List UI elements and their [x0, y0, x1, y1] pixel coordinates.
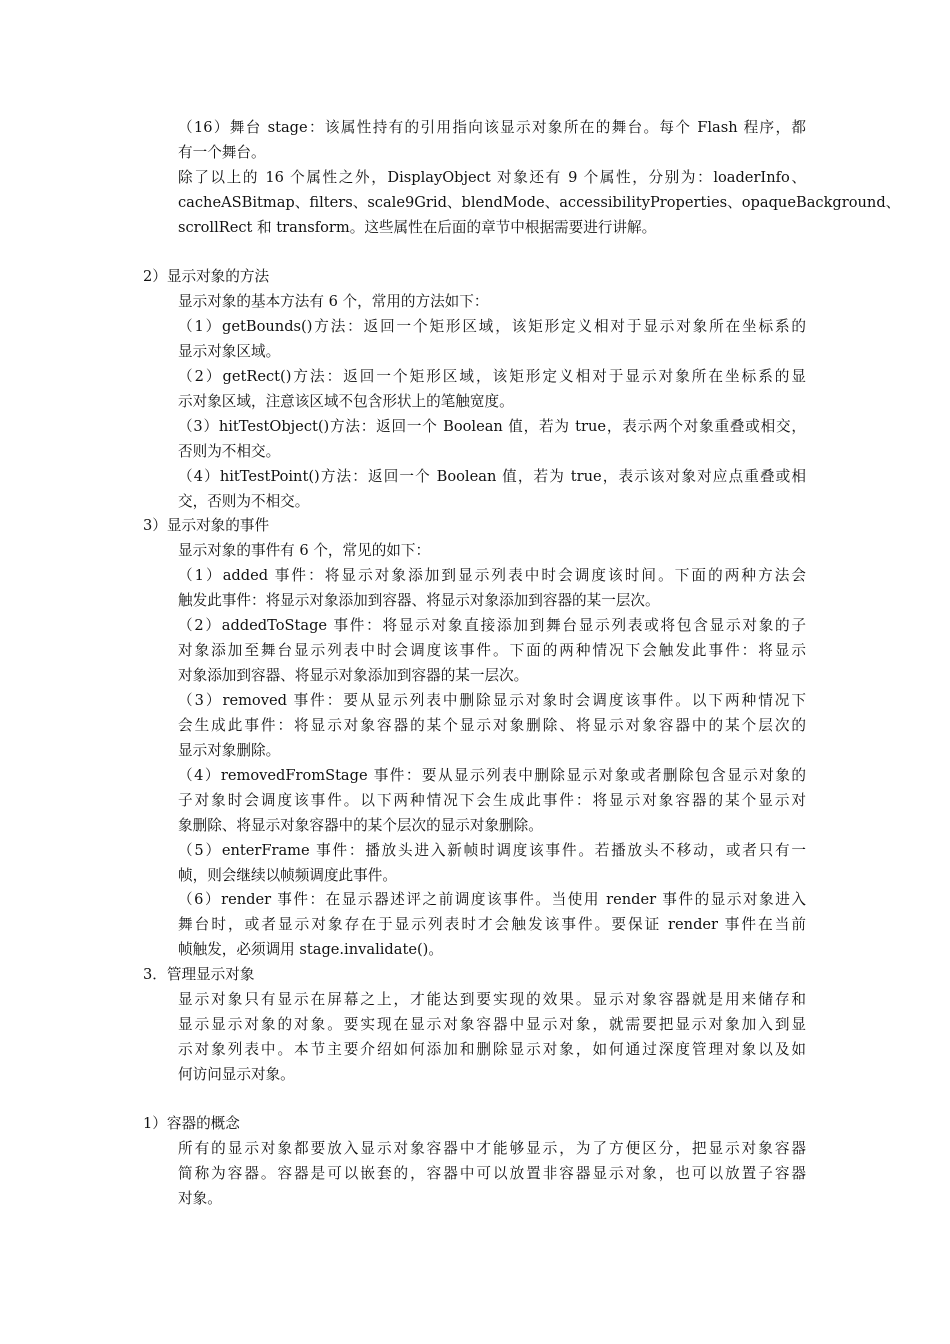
paragraph-line: 显示显示对象的对象。要实现在显示对象容器中显示对象，就需要把显示对象加入到显 — [178, 1016, 806, 1033]
paragraph-line: （16）舞台 stage：该属性持有的引用指向该显示对象所在的舞台。每个 Flash 程序，都 — [178, 119, 806, 136]
paragraph-line: 所有的显示对象都要放入显示对象容器中才能够显示，为了方便区分，把显示对象容器 — [178, 1140, 806, 1157]
paragraph-line: （1）getBounds()方法：返回一个矩形区域，该矩形定义相对于显示对象所在坐标系的 — [178, 318, 806, 335]
paragraph-line: 显示对象只有显示在屏幕之上，才能达到要实现的效果。显示对象容器就是用来储存和 — [178, 991, 806, 1008]
paragraph-line: 帧，则会继续以帧频调度此事件。 — [178, 867, 397, 884]
paragraph-line: 何访问显示对象。 — [178, 1066, 295, 1083]
paragraph-line: 子对象时会调度该事件。以下两种情况下会生成此事件：将显示对象容器的某个显示对 — [178, 792, 806, 809]
section-heading: 1）容器的概念 — [143, 1115, 240, 1132]
section-heading: 3）显示对象的事件 — [143, 517, 270, 534]
paragraph-line: 对象添加至舞台显示列表中时会调度该事件。下面的两种情况下会触发此事件：将显示 — [178, 642, 806, 659]
paragraph-line: 除了以上的 16 个属性之外，DisplayObject 对象还有 9 个属性，分别为：loaderInfo、 — [178, 169, 806, 186]
paragraph-line: 对象添加到容器、将显示对象添加到容器的某一层次。 — [178, 667, 529, 684]
paragraph-line: （5）enterFrame 事件：播放头进入新帧时调度该事件。若播放头不移动，或者只有一 — [178, 842, 806, 859]
section-heading: 2）显示对象的方法 — [143, 268, 270, 285]
paragraph-line: 会生成此事件：将显示对象容器的某个显示对象删除、将显示对象容器中的某个层次的 — [178, 717, 806, 734]
paragraph-line: 交，否则为不相交。 — [178, 493, 310, 510]
paragraph-line: （2）getRect()方法：返回一个矩形区域，该矩形定义相对于显示对象所在坐标系的显 — [178, 368, 806, 385]
paragraph-line: 示对象区域，注意该区域不包含形状上的笔触宽度。 — [178, 393, 514, 410]
paragraph-line: 显示对象区域。 — [178, 343, 281, 360]
paragraph-line: （4）removedFromStage 事件：要从显示列表中删除显示对象或者删除包含显示对象的 — [178, 767, 806, 784]
paragraph-line: 显示对象的事件有 6 个，常见的如下： — [178, 542, 431, 559]
paragraph-line: 示对象列表中。本节主要介绍如何添加和删除显示对象，如何通过深度管理对象以及如 — [178, 1041, 806, 1058]
paragraph-line: cacheASBitmap、filters、scale9Grid、blendMode、accessibilityProperties、opaqueBackground、 — [178, 194, 901, 211]
paragraph-line: scrollRect 和 transform。这些属性在后面的章节中根据需要进行讲解。 — [178, 219, 657, 236]
paragraph-line: 显示对象的基本方法有 6 个，常用的方法如下： — [178, 293, 489, 310]
paragraph-line: 否则为不相交。 — [178, 443, 281, 460]
paragraph-line: （3）hitTestObject()方法：返回一个 Boolean 值，若为 true，表示两个对象重叠或相交， — [178, 418, 806, 435]
paragraph-line: 对象。 — [178, 1190, 222, 1207]
paragraph-line: 简称为容器。容器是可以嵌套的，容器中可以放置非容器显示对象，也可以放置子容器 — [178, 1165, 806, 1182]
paragraph-line: 有一个舞台。 — [178, 144, 266, 161]
paragraph-line: 触发此事件：将显示对象添加到容器、将显示对象添加到容器的某一层次。 — [178, 592, 660, 609]
paragraph-line: （3）removed 事件：要从显示列表中删除显示对象时会调度该事件。以下两种情况下 — [178, 692, 806, 709]
paragraph-line: （1）added 事件：将显示对象添加到显示列表中时会调度该时间。下面的两种方法会 — [178, 567, 806, 584]
paragraph-line: （4）hitTestPoint()方法：返回一个 Boolean 值，若为 true，表示该对象对应点重叠或相 — [178, 468, 806, 485]
paragraph-line: （2）addedToStage 事件：将显示对象直接添加到舞台显示列表或将包含显示对象的子 — [178, 617, 806, 634]
paragraph-line: 帧触发，必须调用 stage.invalidate()。 — [178, 941, 443, 958]
paragraph-line: （6）render 事件：在显示器述评之前调度该事件。当使用 render 事件的显示对象进入 — [178, 891, 806, 908]
paragraph-line: 象删除、将显示对象容器中的某个层次的显示对象删除。 — [178, 817, 543, 834]
paragraph-line: 舞台时，或者显示对象存在于显示列表时才会触发该事件。要保证 render 事件在当前 — [178, 916, 806, 933]
paragraph-line: 显示对象删除。 — [178, 742, 281, 759]
section-heading: 3．管理显示对象 — [143, 966, 255, 983]
